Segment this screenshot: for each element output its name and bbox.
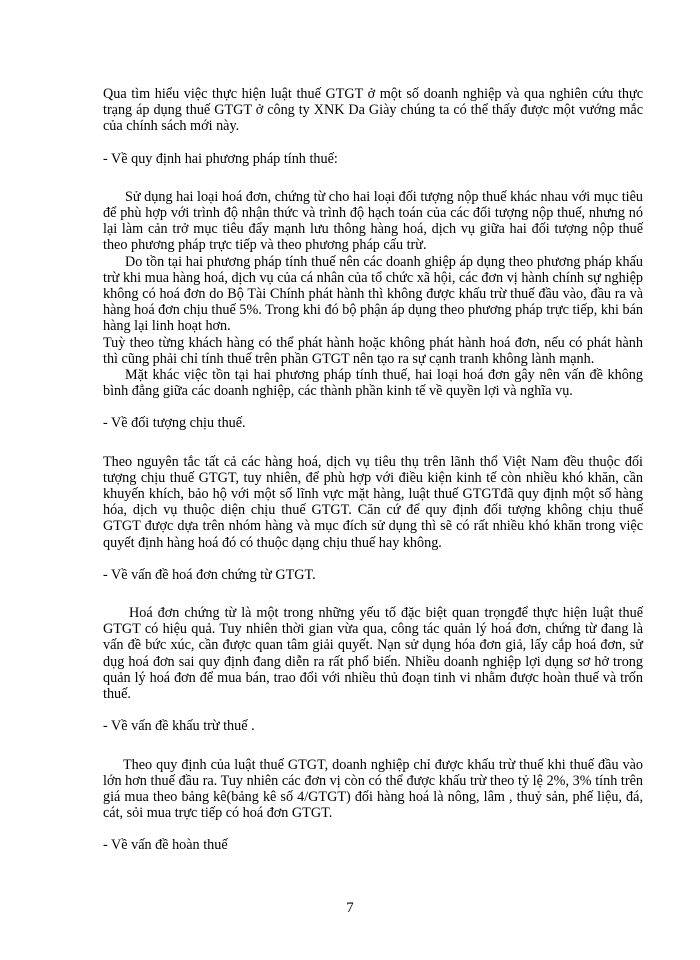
methods-paragraph-1: Sử dụng hai loại hoá đơn, chứng từ cho hai loại đối tượng nộp thuế khác nhau với mục tiêu để phù hợp với trình độ nhận thức và trình độ hạch toán của các đối tượng nộp thuế, nhưng nó lại làm cản trở mục tiêu đẩy mạnh lưu thông hàng hoá, dịch vụ giữa hai đối tượng nộp thuế theo phương pháp trực tiếp và theo phương pháp cấu trừ. [103,188,643,254]
methods-paragraph-2: Do tồn tại hai phương pháp tính thuế nên các doanh ghiệp áp dụng theo phương pháp khấu trừ khi mua hàng hoá, dịch vụ của cá nhân của tổ chức xã hội, các đơn vị hành chính sự nghiệp không có hoá đơn do Bộ Tài Chính phát hành thì không được khấu trừ thuế đầu vào, đầu ra và hàng hoá đơn chịu thuế 5%. Trong khi đó bộ phận áp dụng theo phương pháp trực tiếp, khi bán hàng lại linh hoạt hơn. [103,253,643,335]
section-heading-taxable-objects: - Về đối tượng chịu thuế. [103,415,246,432]
section-heading-deduction: - Về vấn đề khấu trừ thuế . [103,718,255,735]
methods-paragraph-4: Mặt khác việc tồn tại hai phương pháp tính thuế, hai loại hoá đơn gây nên vấn đề không bình đẳng giữa các doanh nghiệp, các thành phần kinh tế về quyền lợi và nghĩa vụ. [103,367,643,400]
intro-paragraph: Qua tìm hiểu việc thực hiện luật thuế GTGT ở một số doanh nghiệp và qua nghiên cứu thực trạng áp dụng thuế GTGT ở công ty XNK Da Giày chúng ta có thể thấy được một vướng mắc của chính sách mới này. [103,86,643,135]
section-heading-invoices: - Về vấn đề hoá đơn chứng từ GTGT. [103,566,316,583]
methods-paragraph-3: Tuỳ theo từng khách hàng có thể phát hành hoặc không phát hành hoá đơn, nếu có phát hành thì cũng phải chỉ tính thuế trên phần GTGT nên tạo ra sự cạnh tranh không lành mạnh. [103,334,643,367]
deduction-paragraph: Theo quy định của luật thuế GTGT, doanh nghiệp chỉ được khấu trừ thuế khi thuế đầu vào lớn hơn thuế đầu ra. Tuy nhiên các đơn vị còn có thể được khấu trừ theo tỷ lệ 2%, 3% tính trên giá mua theo bảng kê(bảng kê số 4/GTGT) đối hàng hoá là nông, lâm , thuỷ sản, phế liệu, đá, cát, sỏi mua trực tiếp có hoá đơn GTGT. [103,756,643,822]
page-number: 7 [346,900,354,916]
taxable-objects-paragraph: Theo nguyên tắc tất cả các hàng hoá, dịch vụ tiêu thụ trên lãnh thổ Việt Nam đều thuộc đối tượng chịu thuế GTGT, tuy nhiên, để phù hợp với điều kiện kinh tế còn nhiều khó khăn, cần khuyến khích, bảo hộ với một số lĩnh vực mặt hàng, luật thuế GTGTđã quy định một số hàng hóa, dịch vụ thuộc diện chịu thuế GTGT. Căn cứ để quy định đối tượng không chịu thuế GTGT được dựa trên nhóm hàng và mục đích sử dụng thì sẽ có rất nhiều khó khăn trong việc quyết định hàng hoá đó có thuộc dạng chịu thuế hay không. [103,453,643,551]
document-body [103,86,643,854]
section-heading-refund: - Về vấn đề hoàn thuế [103,837,228,854]
invoices-paragraph: Hoá đơn chứng từ là một trong những yếu tố đặc biệt quan trọngđể thực hiện luật thuế GTGT có hiệu quả. Tuy nhiên thời gian vừa qua, công tác quản lý hoá đơn, chứng từ đang là vấn đề bức xúc, cần được quan tâm giải quyết. Nạn sử dụng hóa đơn giả, lấy cắp hoá đơn, sử dụg hoá đơn sai quy định đang diễn ra rất phổ biến. Nhiều doanh nghiệp lợi dụng sơ hở trong quản lý hoá đơn để mua bán, trao đổi với nhiều thủ đoạn tinh vi nhằm được hoàn thuế và trốn thuế. [103,605,643,703]
section-heading-methods: - Về quy định hai phương pháp tính thuế: [103,150,338,167]
